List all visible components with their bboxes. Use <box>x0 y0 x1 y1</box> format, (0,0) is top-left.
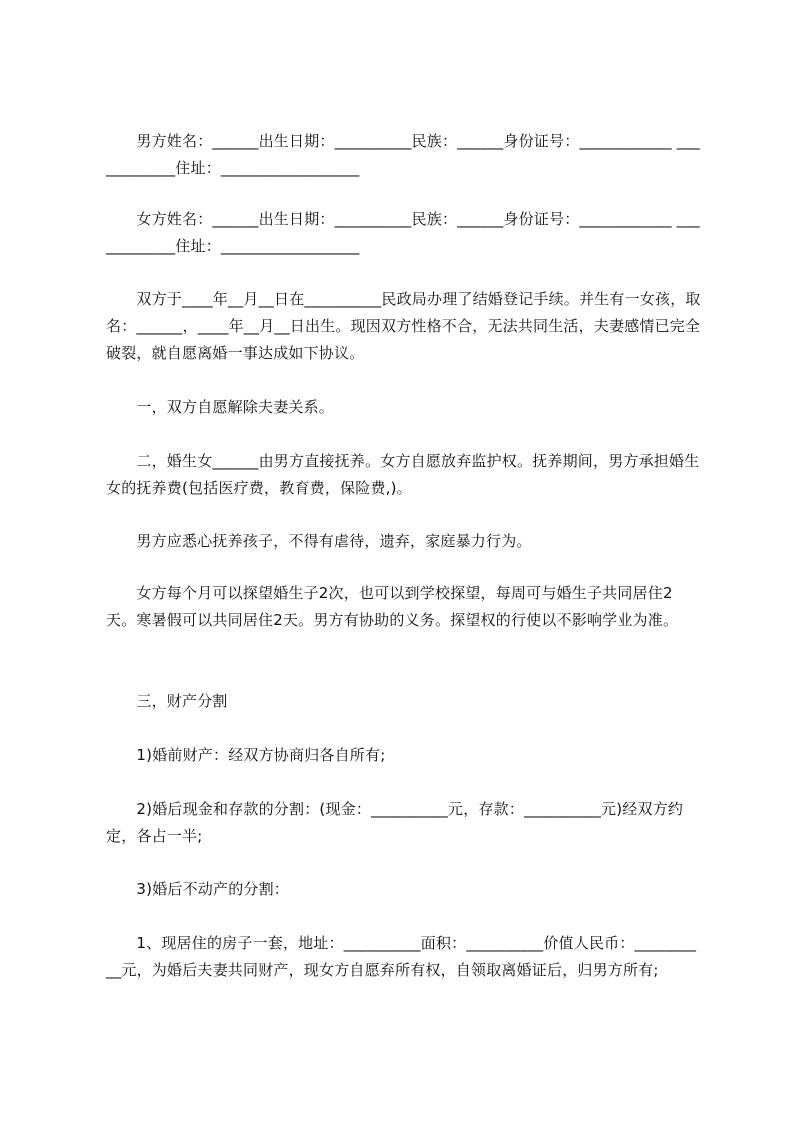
female-info-paragraph: 女方姓名：______出生日期：__________民族：______身份证号：____________ ____________住址：__________________ <box>106 210 700 255</box>
clause-two-paragraph: 二，婚生女______由男方直接抚养。女方自愿放弃监护权。抚养期间，男方承担婚生女的抚养费(包括医疗费，教育费，保险费,)。 <box>106 452 700 497</box>
clause-one-paragraph: 一，双方自愿解除夫妻关系。 <box>106 398 335 416</box>
male-info-paragraph: 男方姓名：______出生日期：__________民族：______身份证号：____________ ____________住址：__________________ <box>106 132 700 177</box>
cash-deposits-paragraph: 2)婚后现金和存款的分割：(现金：__________元，存款：__________元)经双方约定，各占一半; <box>106 800 684 845</box>
premarital-property-paragraph: 1)婚前财产：经双方协商归各自所有; <box>106 746 386 764</box>
marriage-background-paragraph: 双方于____年__月__日在__________民政局办理了结婚登记手续。并生有一女孩，取名：______，____年__月__日出生。现因双方性格不合，无法共同生活，夫妻感情已完全破裂，就自愿离婚一事达成如下协议。 <box>106 290 701 362</box>
house-paragraph: 1、现居住的房子一套，地址：__________面积：__________价值人民币：__________元，为婚后夫妻共同财产，现女方自愿弃所有权，自领取离婚证后，归男方所有; <box>106 934 697 979</box>
clause-three-heading: 三，财产分割 <box>106 692 228 710</box>
visitation-paragraph: 女方每个月可以探望婚生子2次，也可以到学校探望，每周可与婚生子共同居住2天。寒暑假可以共同居住2天。男方有协助的义务。探望权的行使以不影响学业为准。 <box>106 584 679 629</box>
real-estate-heading: 3)婚后不动产的分割： <box>106 880 289 898</box>
custody-conduct-paragraph: 男方应悉心抚养孩子，不得有虐待，遗弃，家庭暴力行为。 <box>106 532 532 550</box>
